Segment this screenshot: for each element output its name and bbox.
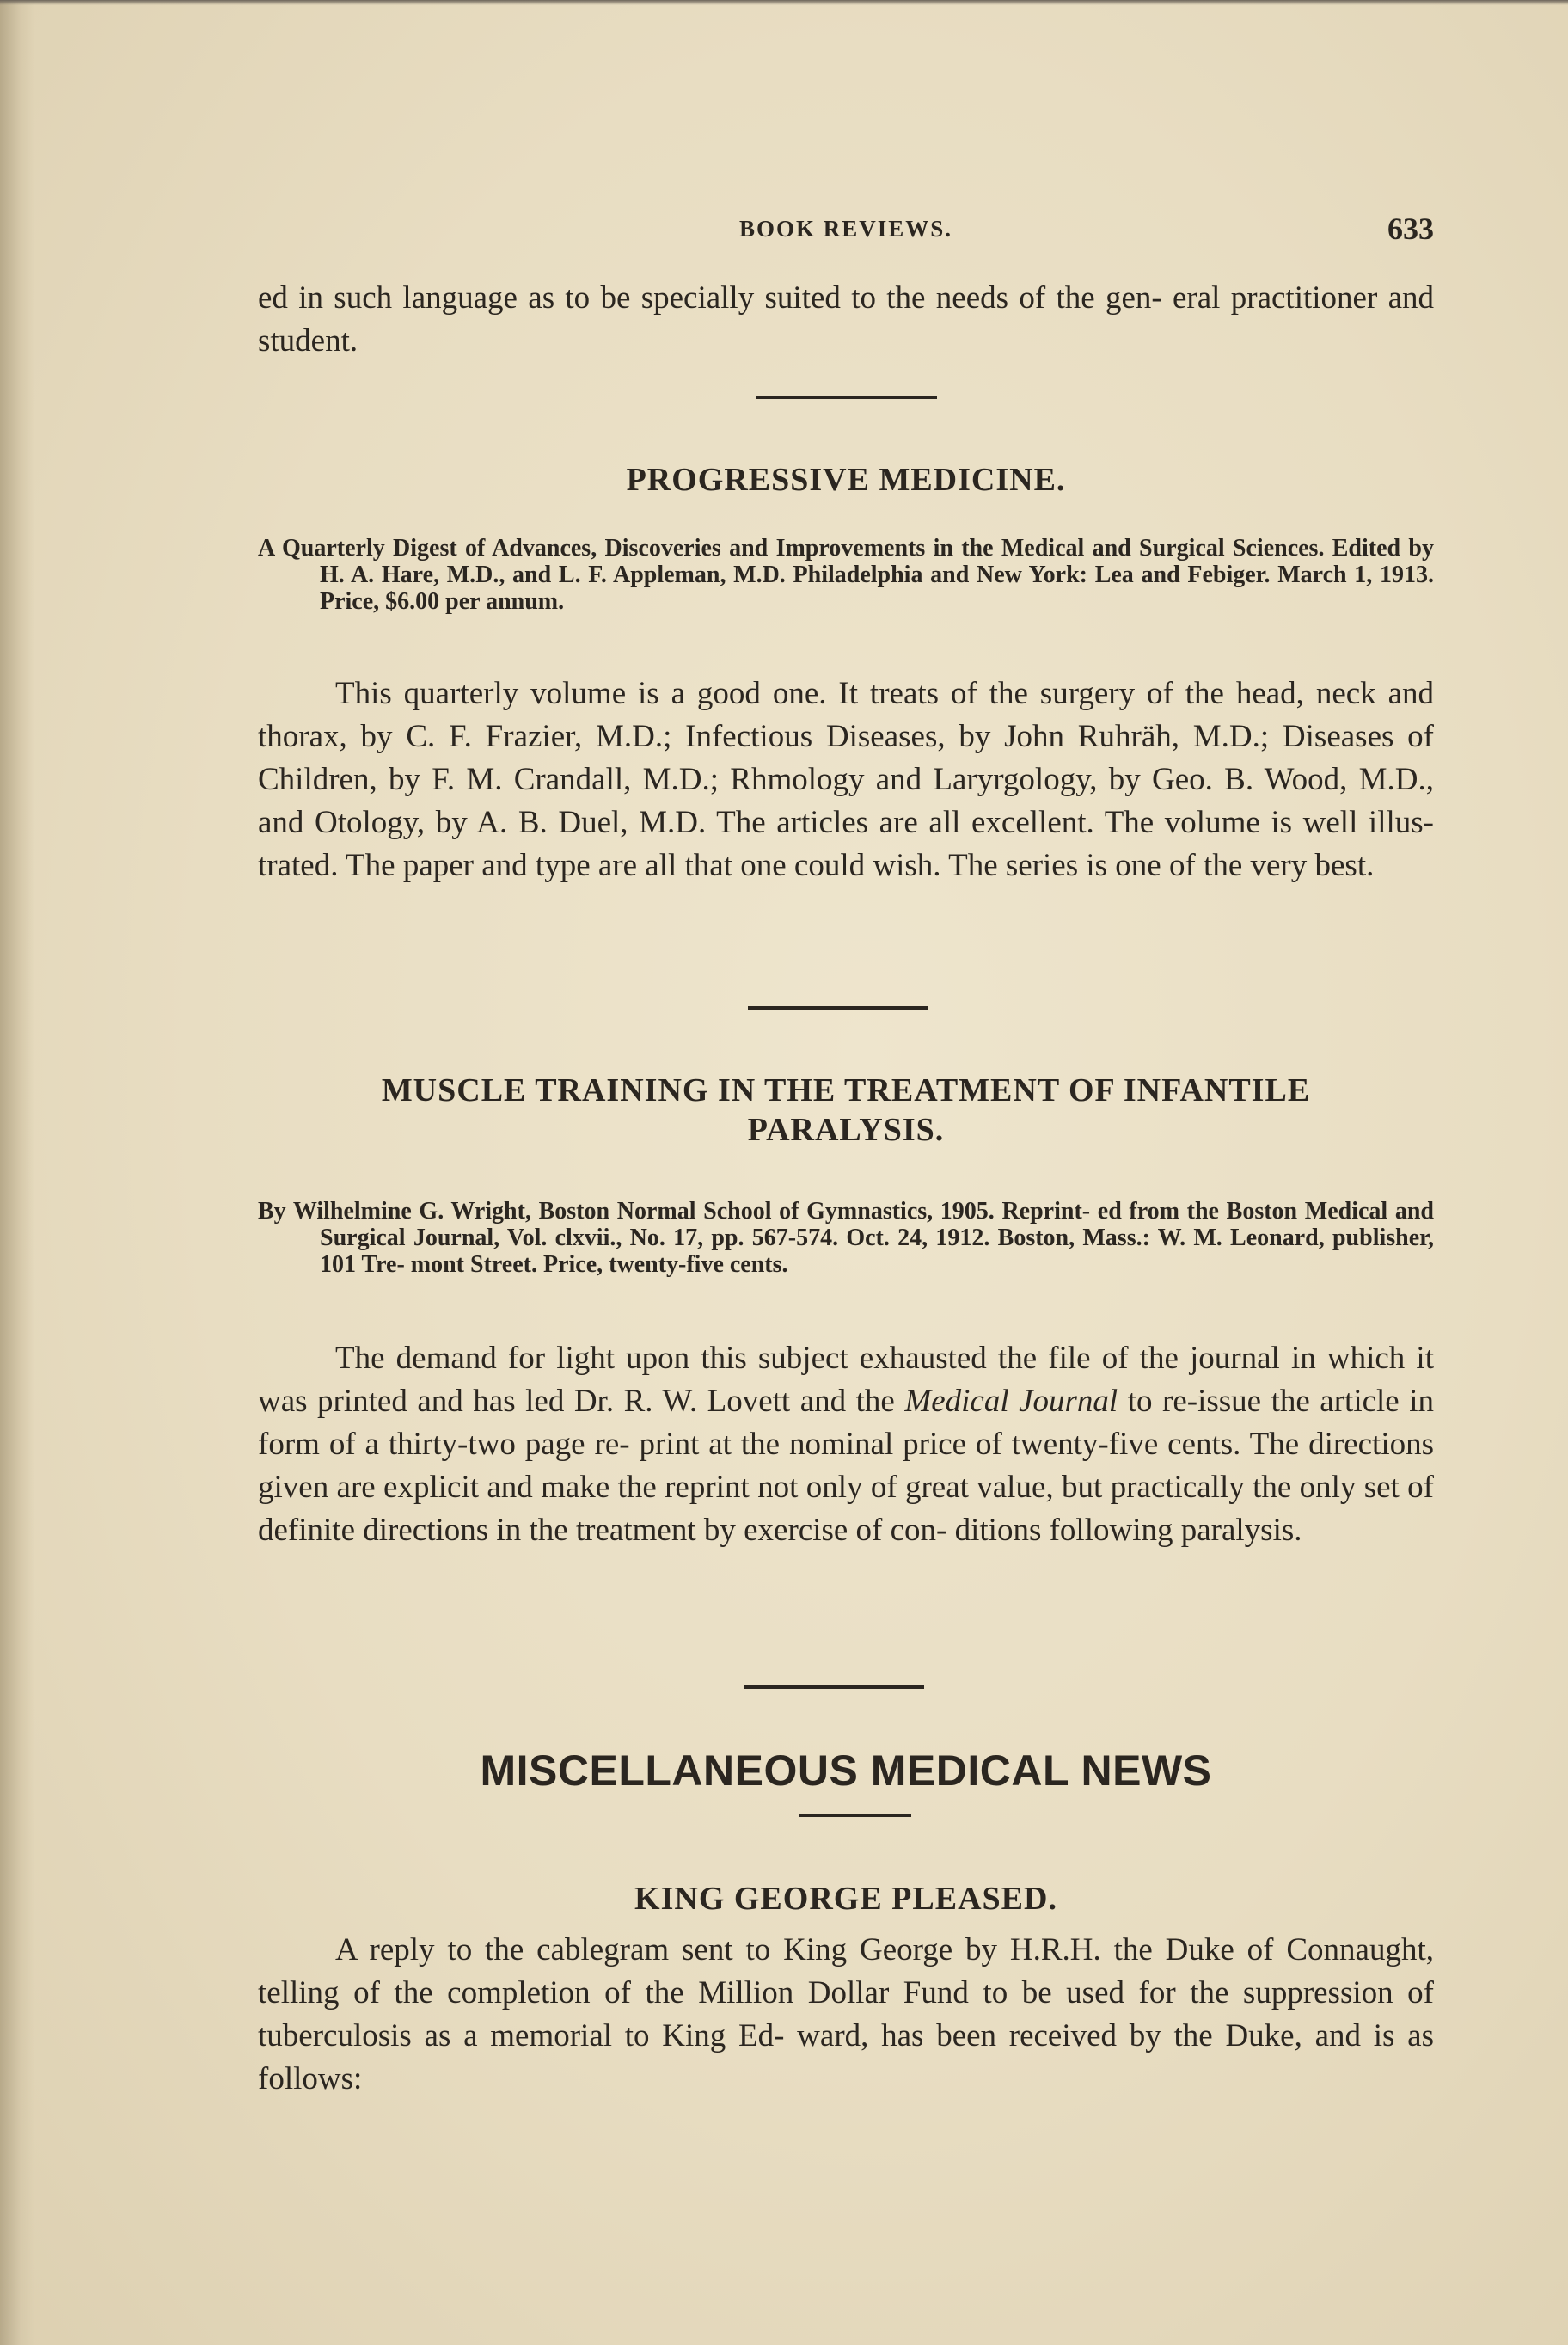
- running-head: [258, 211, 1434, 254]
- review-title-line2: PARALYSIS.: [747, 1112, 945, 1148]
- review-title: PROGRESSIVE MEDICINE.: [626, 462, 1066, 498]
- news-item-body: A reply to the cablegram sent to King George by H.R.H. the Duke of Connaught, telling of the completion of the Million Dollar Fund to be used for the suppression of tuberculosis as a memorial to King Ed- ward, has been received by the Duke, and is as follows:: [258, 1932, 1434, 2096]
- review-citation: A Quarterly Digest of Advances, Discoveries and Improvements in the Medical and Surgical Sciences. Edited by H. A. Hare, M.D., and L. F. Appleman, M.D. Philadelphia and New York: Lea and Febiger. March 1, 1913. Price, $6.00 per annum.: [258, 535, 1434, 615]
- review-body-block: [258, 1337, 1434, 1552]
- review-body-block: [258, 672, 1434, 887]
- binding-shadow: [0, 0, 34, 2345]
- review-citation: By Wilhelmine G. Wright, Boston Normal School of Gymnastics, 1905. Reprint- ed from the Boston Medical and Surgical Journal, Vol. clxvii., No. 17, pp. 567-574. Oct. 24, 1912. Boston, Mass.: W. M. Leonard, publisher, 101 Tre- mont Street. Price, twenty-five cents.: [258, 1198, 1434, 1278]
- review-body-part2: to re-issue the article in form of a thirty-two page re- print at the nominal price of twenty-five cents. The directions given are explicit and make the reprint not only of great value, but practically the only set of definite directions in the treatment by exercise of con- ditions following paralysis.: [258, 1384, 1435, 1548]
- news-item-title: KING GEORGE PLEASED.: [634, 1881, 1057, 1917]
- page-top-edge: [0, 0, 1568, 5]
- section-divider: [756, 396, 937, 399]
- section-divider: [748, 1006, 928, 1010]
- journal-name: Medical Journal: [904, 1384, 1118, 1419]
- running-title: BOOK REVIEWS.: [739, 216, 953, 242]
- news-title-underline: [799, 1814, 911, 1817]
- review-body: This quarterly volume is a good one. It treats of the surgery of the head, neck and thorax, by C. F. Frazier, M.D.; Infectious Diseases, by John Ruhräh, M.D.; Diseases of Children, by F. M. Crandall, M.D.; Rhmology and Laryrgology, by Geo. B. Wood, M.D., and Otology, by A. B. Duel, M.D. The articles are all excellent. The volume is well illus- trated. The paper and type are all that one could wish. The series is one of the very best.: [258, 676, 1434, 883]
- review-citation-block: [258, 535, 1434, 615]
- review-citation-block: [258, 1198, 1434, 1278]
- continuation-block: [258, 277, 1434, 363]
- review-title-line1: MUSCLE TRAINING IN THE TREATMENT OF INFANTILE: [381, 1072, 1311, 1108]
- news-section-title: MISCELLANEOUS MEDICAL NEWS: [480, 1746, 1212, 1795]
- continuation-paragraph: ed in such language as to be specially suited to the needs of the gen- eral practitioner and student.: [258, 280, 1434, 359]
- news-section: [258, 1746, 1434, 1796]
- page-number: 633: [1387, 212, 1434, 246]
- review-muscle-training: [258, 1071, 1434, 1150]
- review-progressive-medicine: [258, 460, 1434, 500]
- section-divider: [744, 1685, 924, 1689]
- review-body-part1: The demand for light upon this subject exhausted the file of the journal in which it was printed and has led Dr. R. W. Lovett and the: [258, 1341, 1434, 1419]
- news-item: [258, 1879, 1434, 1918]
- news-item-body-block: [258, 1929, 1434, 2101]
- review-body: [258, 1337, 1434, 1552]
